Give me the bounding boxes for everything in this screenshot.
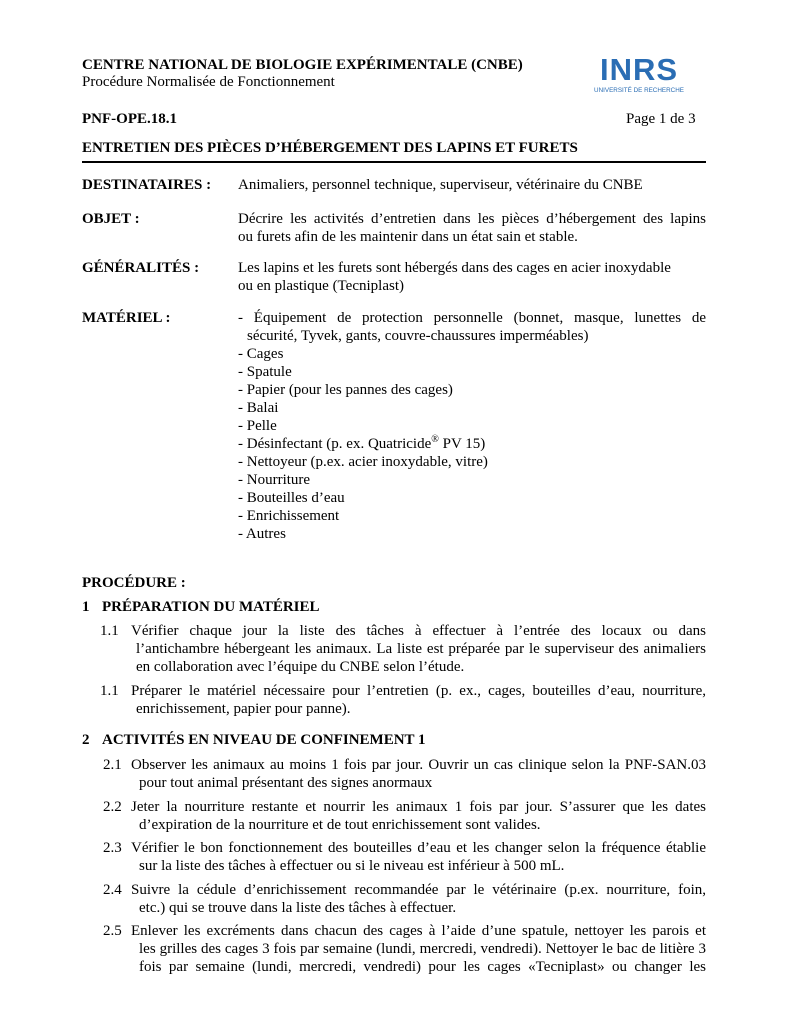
inrs-logo-graphic bbox=[587, 52, 692, 98]
doc-code: PNF-OPE.18.1 bbox=[82, 111, 177, 127]
step-text-rest: pour tout animal présentant des signes anormaux bbox=[139, 775, 433, 791]
objet-line-1: Décrire les activités d’entretien dans les pièces d’hébergement des lapins bbox=[238, 211, 706, 227]
section-1-title bbox=[82, 598, 320, 616]
list-item bbox=[238, 435, 706, 453]
page-number: Page 1 de 3 bbox=[626, 111, 696, 127]
section-2-title bbox=[82, 731, 426, 749]
list-item: - Bouteilles d’eau bbox=[238, 490, 345, 506]
step-line-1: Enlever les excréments dans chacun des cages à l’aide d’une spatule, nettoyer les parois et bbox=[131, 923, 706, 939]
step-line-1: Préparer le matériel nécessaire pour l’entretien (p. ex., cages, bouteilles d’eau, nourriture, bbox=[131, 683, 706, 699]
org-title: CENTRE NATIONAL DE BIOLOGIE EXPÉRIMENTALE (CNBE) bbox=[82, 57, 523, 73]
step-text-rest: d’expiration de la nourriture et de tout enrichissement sont valides. bbox=[139, 817, 541, 833]
generalites-label: GÉNÉRALITÉS : bbox=[82, 260, 200, 276]
section-title-text: PRÉPARATION DU MATÉRIEL bbox=[102, 599, 320, 615]
title-divider bbox=[82, 161, 706, 163]
list-item: - Autres bbox=[238, 526, 286, 542]
disinfectant-suffix: PV 15) bbox=[438, 436, 486, 452]
step-text-rest: enrichissement, papier pour panne). bbox=[136, 701, 351, 717]
objet-label: OBJET : bbox=[82, 211, 140, 227]
step-text-rest: sur la liste des tâches à effectuer ou si le niveau est inférieur à 500 mL. bbox=[139, 858, 565, 874]
step-line-1: Vérifier le bon fonctionnement des bouteilles d’eau et les changer selon la fréquence établie bbox=[131, 840, 706, 856]
step-line-1: Jeter la nourriture restante et nourrir les animaux 1 fois par jour. S’assurer que les dates bbox=[131, 799, 706, 815]
list-item: - Nourriture bbox=[238, 472, 311, 488]
svg-text:UNIVERSITÉ DE RECHERCHE: UNIVERSITÉ DE RECHERCHE bbox=[594, 87, 684, 94]
section-title-text: ACTIVITÉS EN NIVEAU DE CONFINEMENT 1 bbox=[102, 732, 426, 748]
step-number: 2.5 bbox=[103, 923, 122, 939]
list-item: - Spatule bbox=[238, 364, 292, 380]
list-item: - Enrichissement bbox=[238, 508, 340, 524]
inrs-logo bbox=[587, 52, 692, 98]
step-number: 2.2 bbox=[103, 799, 122, 815]
generalites-line-1: Les lapins et les furets sont hébergés dans des cages en acier inoxydable bbox=[238, 260, 671, 276]
step-text-rest: l’antichambre hébergeant les animaux. La liste est préparée par le superviseur des animaliers en collaboration avec l’équipe du CNBE selon l’étude. bbox=[136, 641, 706, 675]
materiel-list bbox=[238, 309, 706, 543]
step-line-1: Suivre la cédule d’enrichissement recommandée par le vétérinaire (p.ex. nourriture, foin, bbox=[131, 882, 706, 898]
list-item bbox=[238, 309, 706, 345]
svg-text:INRS: INRS bbox=[599, 52, 679, 87]
objet-line-2: ou furets afin de les maintenir dans un état sain et stable. bbox=[238, 229, 578, 245]
list-item: - Papier (pour les pannes des cages) bbox=[238, 382, 453, 398]
list-item: - Balai bbox=[238, 400, 279, 416]
step-number: 1.1 bbox=[100, 683, 119, 699]
section-number: 1 bbox=[82, 599, 90, 615]
objet-text bbox=[238, 210, 706, 246]
materiel-label: MATÉRIEL : bbox=[82, 310, 171, 326]
step-number: 2.4 bbox=[103, 882, 122, 898]
step-text-rest: etc.) qui se trouve dans la liste des tâches à effectuer. bbox=[139, 900, 457, 916]
step-2-3 bbox=[103, 839, 706, 875]
step-1-1 bbox=[100, 622, 706, 676]
list-item: - Cages bbox=[238, 346, 284, 362]
destinataires-label: DESTINATAIRES : bbox=[82, 177, 212, 193]
doc-title: ENTRETIEN DES PIÈCES D’HÉBERGEMENT DES LAPINS ET FURETS bbox=[82, 140, 578, 156]
step-2-4 bbox=[103, 881, 706, 917]
step-text-rest: les grilles des cages 3 fois par semaine (lundi, mercredi, vendredi). Nettoyer le bac de litière 3 fois par semaine (lundi, mercredi, vendredi) pour les cages «Tecniplast» ou changer les bbox=[139, 941, 706, 975]
materiel-item-epp: - Équipement de protection personnelle (bonnet, masque, lunettes de bbox=[238, 310, 706, 326]
generalites-text bbox=[238, 259, 706, 295]
disinfectant-text: - Désinfectant (p. ex. Quatricide bbox=[238, 436, 432, 452]
materiel-item-epp-cont: sécurité, Tyvek, gants, couvre-chaussures imperméables) bbox=[247, 328, 589, 344]
step-1-2 bbox=[100, 682, 706, 718]
step-2-2 bbox=[103, 798, 706, 834]
step-line-1: Observer les animaux au moins 1 fois par jour. Ouvrir un cas clinique selon la PNF-SAN.03 bbox=[131, 757, 706, 773]
step-2-1 bbox=[103, 756, 706, 792]
procedure-heading: PROCÉDURE : bbox=[82, 575, 186, 591]
list-item: - Pelle bbox=[238, 418, 277, 434]
generalites-line-2: ou en plastique (Tecniplast) bbox=[238, 278, 404, 294]
step-number: 2.1 bbox=[103, 757, 122, 773]
destinataires-text: Animaliers, personnel technique, superviseur, vétérinaire du CNBE bbox=[238, 177, 643, 193]
step-line-1: Vérifier chaque jour la liste des tâches à effectuer à l’entrée des locaux ou dans bbox=[131, 623, 706, 639]
section-number: 2 bbox=[82, 732, 90, 748]
step-2-5 bbox=[103, 922, 706, 976]
doc-subtitle: Procédure Normalisée de Fonctionnement bbox=[82, 74, 335, 90]
step-number: 1.1 bbox=[100, 623, 119, 639]
registered-mark: ® bbox=[431, 434, 439, 445]
step-number: 2.3 bbox=[103, 840, 122, 856]
list-item: - Nettoyeur (p.ex. acier inoxydable, vitre) bbox=[238, 454, 488, 470]
